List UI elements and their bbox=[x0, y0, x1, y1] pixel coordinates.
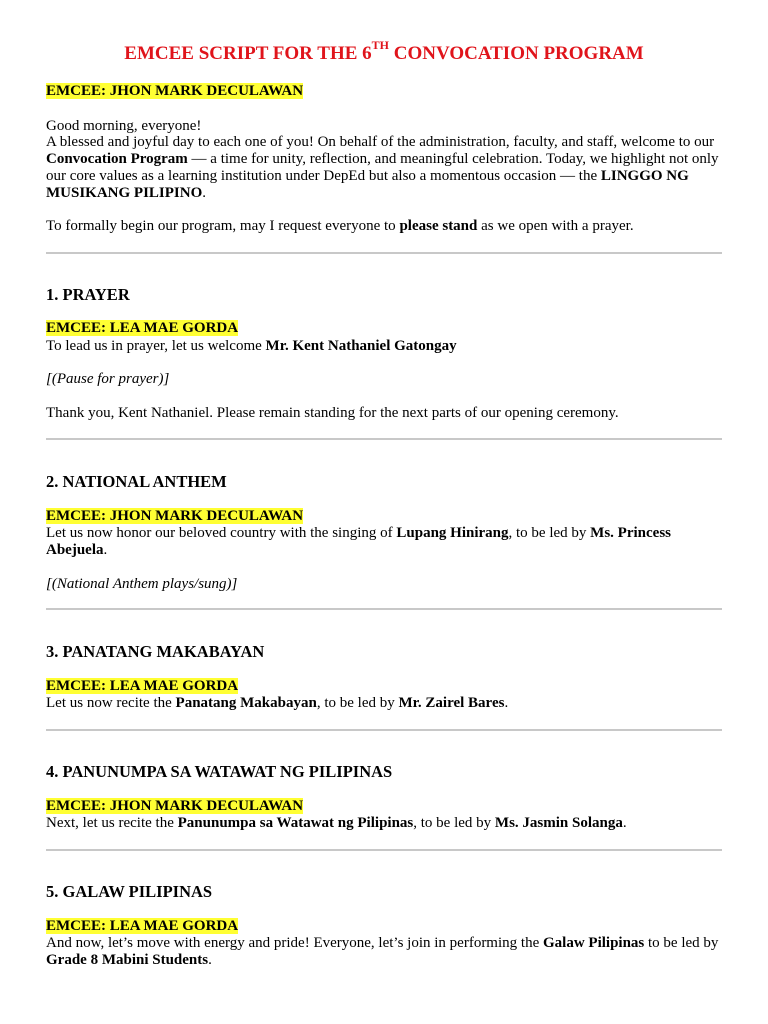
program-name: Convocation Program bbox=[46, 151, 188, 167]
anthem-stage-note bbox=[46, 576, 726, 593]
prayer-emcee-label bbox=[46, 320, 726, 337]
section-heading-anthem: 2. NATIONAL ANTHEM bbox=[46, 472, 227, 491]
intro-greeting: Good morning, everyone! bbox=[46, 118, 202, 134]
divider bbox=[46, 438, 722, 440]
text-run: A blessed and joyful day to each one of you! On behalf of the administration, faculty, and staff, welcome to our bbox=[46, 134, 715, 150]
stage-direction: [(National Anthem plays/sung)] bbox=[46, 576, 238, 592]
panunumpa-line bbox=[46, 815, 726, 832]
emcee-highlight: EMCEE: LEA MAE GORDA bbox=[46, 320, 239, 336]
text-run: , to be led by bbox=[316, 695, 399, 711]
prayer-line bbox=[46, 338, 726, 355]
stage-direction: [(Pause for prayer)] bbox=[46, 371, 170, 387]
text-run: as we open with a prayer. bbox=[477, 218, 634, 234]
document-title bbox=[0, 37, 768, 66]
text-run: . bbox=[103, 542, 108, 558]
activity-name: Galaw Pilipinas bbox=[542, 935, 645, 951]
intro-stand-request bbox=[46, 218, 726, 235]
occasion-name: LINGGO NG MUSIKANG PILIPINO bbox=[46, 168, 689, 201]
text-run: Let us now honor our beloved country with the singing of bbox=[46, 525, 397, 541]
divider bbox=[46, 729, 722, 731]
emphasis: please stand bbox=[399, 218, 478, 234]
emcee-highlight: EMCEE: LEA MAE GORDA bbox=[46, 918, 239, 934]
person-name: Mr. Zairel Bares bbox=[398, 695, 505, 711]
text-run: , to be led by bbox=[508, 525, 591, 541]
song-name: Lupang Hinirang bbox=[396, 525, 509, 541]
text-run: Let us now recite the bbox=[46, 695, 176, 711]
intro-paragraph bbox=[46, 134, 726, 202]
section-heading-galaw: 5. GALAW PILIPINAS bbox=[46, 882, 213, 901]
anthem-line bbox=[46, 525, 726, 559]
person-name: Ms. Princess Abejuela bbox=[46, 525, 671, 558]
title-suffix: CONVOCATION PROGRAM bbox=[389, 43, 644, 64]
pledge-name: Panunumpa sa Watawat ng Pilipinas bbox=[177, 815, 414, 831]
text-run: Next, let us recite the bbox=[46, 815, 178, 831]
anthem-emcee-label bbox=[46, 508, 726, 525]
emcee-highlight: EMCEE: JHON MARK DECULAWAN bbox=[46, 798, 304, 814]
intro-emcee-label bbox=[46, 83, 726, 100]
person-name: Mr. Kent Nathaniel Gatongay bbox=[265, 338, 457, 354]
performer-name: Grade 8 Mabini Students bbox=[46, 952, 209, 968]
text-run: And now, let’s move with energy and pride! Everyone, let’s join in performing the bbox=[46, 935, 543, 951]
galaw-emcee-label bbox=[46, 918, 726, 935]
text-run: to be led by bbox=[644, 935, 719, 951]
text-run: — a time for unity, reflection, and meaningful celebration. Today, we highlight not only our core values as a learning institution under DepEd but also a momentous occasion — the bbox=[46, 151, 719, 184]
text-run: To lead us in prayer, let us welcome bbox=[46, 338, 266, 354]
panatang-emcee-label bbox=[46, 678, 726, 695]
section-heading-panatang: 3. PANATANG MAKABAYAN bbox=[46, 642, 265, 661]
prayer-stage-note bbox=[46, 371, 726, 388]
divider bbox=[46, 608, 722, 610]
text-run: . bbox=[504, 695, 509, 711]
text-run: , to be led by bbox=[413, 815, 495, 831]
panatang-line bbox=[46, 695, 726, 712]
pledge-name: Panatang Makabayan bbox=[175, 695, 317, 711]
text-run: . bbox=[622, 815, 627, 831]
text-run: To formally begin our program, may I request everyone to bbox=[46, 218, 400, 234]
section-heading-panunumpa: 4. PANUNUMPA SA WATAWAT NG PILIPINAS bbox=[46, 762, 393, 781]
emcee-highlight: EMCEE: JHON MARK DECULAWAN bbox=[46, 508, 304, 524]
prayer-thanks: Thank you, Kent Nathaniel. Please remain standing for the next parts of our opening ceremony. bbox=[46, 405, 619, 421]
emcee-highlight: EMCEE: LEA MAE GORDA bbox=[46, 678, 239, 694]
person-name: Ms. Jasmin Solanga bbox=[494, 815, 623, 831]
section-heading-prayer: 1. PRAYER bbox=[46, 285, 130, 304]
divider bbox=[46, 849, 722, 851]
panunumpa-emcee-label bbox=[46, 798, 726, 815]
title-prefix: EMCEE SCRIPT FOR THE 6 bbox=[124, 43, 372, 64]
galaw-line bbox=[46, 935, 726, 969]
text-run: . bbox=[202, 185, 207, 201]
emcee-highlight: EMCEE: JHON MARK DECULAWAN bbox=[46, 83, 304, 99]
title-superscript: TH bbox=[371, 37, 390, 52]
text-run: . bbox=[208, 952, 212, 968]
divider bbox=[46, 252, 722, 254]
